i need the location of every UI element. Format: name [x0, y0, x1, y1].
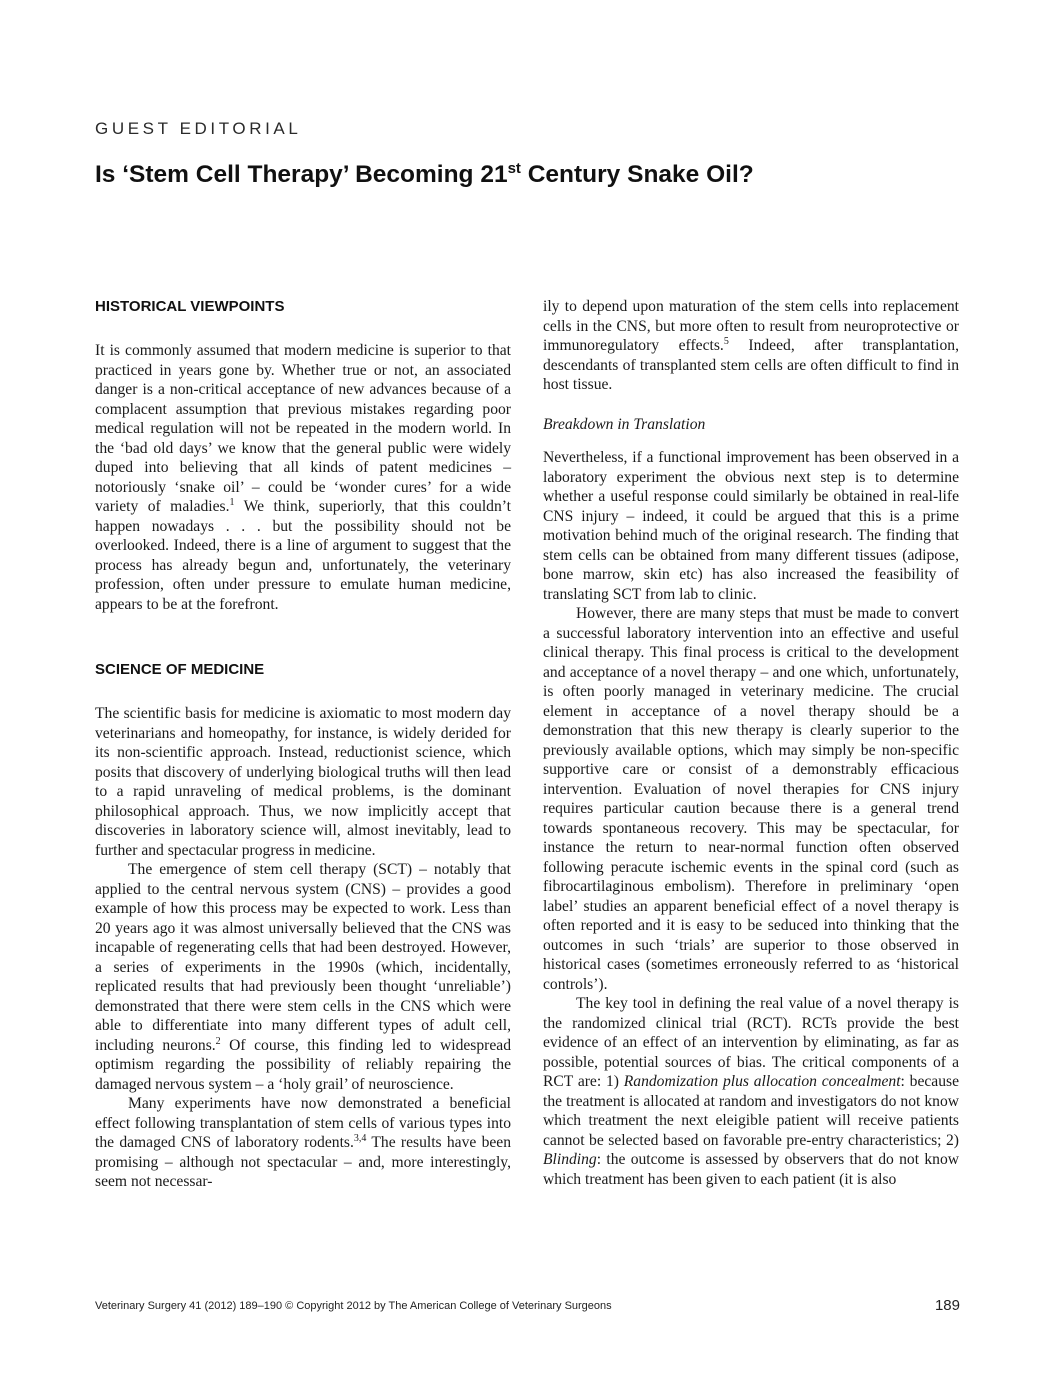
paragraph-text: The key tool in defining the real value of a novel therapy is the randomized clinical trial (RCT). RCTs provide the best evidence of an effect of an intervention by eliminating, as far as possible, potential sources of bias. The critical components of a RCT are: 1)	[543, 995, 959, 1090]
paragraph-experiments	[95, 1094, 511, 1192]
heading-science-of-medicine: SCIENCE OF MEDICINE	[95, 661, 265, 678]
footer-citation: Veterinary Surgery 41 (2012) 189–190 © Copyright 2012 by The American College of Veterinary Surgeons	[95, 1300, 612, 1312]
paragraph-rct	[543, 994, 959, 1189]
paragraph-text: The results have been promising – although not spectacular – and, more interestingly, seem not necessar-	[95, 1134, 512, 1190]
emphasis-blinding: Blinding	[543, 1151, 597, 1168]
reference-3-4: 3,4	[353, 1132, 367, 1144]
section-label: GUEST EDITORIAL	[95, 119, 302, 138]
paragraph-text: Of course, this finding led to widespread optimism regarding the possibility of reliably repairing the damaged nervous system – a ‘holy grail’ of neuroscience.	[95, 1036, 511, 1093]
heading-historical-viewpoints: HISTORICAL VIEWPOINTS	[95, 298, 285, 315]
title-text-1: Is ‘Stem Cell Therapy’ Becoming 21	[95, 161, 508, 189]
subheading-breakdown: Breakdown in Translation	[543, 415, 706, 433]
paragraph-continuation	[543, 297, 959, 395]
paragraph-text: Indeed, after transplantation, descendants of transplanted stem cells are often difficult to find in host tissue.	[543, 337, 959, 393]
paragraph-however: However, there are many steps that must be made to convert a successful laboratory intervention into an effective and useful clinical therapy. This final process is critical to the development and acceptance of a novel therapy – and one which, unfortunately, is often poorly managed in veterinary medicine. The crucial element in acceptance of a novel therapy should be a demonstration that this new therapy is clearly superior to the previously available options, which may simply be non-specific supportive care or consist of a demonstrably efficacious intervention. Evaluation of novel therapies for CNS injury requires particular caution because there is a general trend towards spontaneous recovery. This may be spectacular, for instance the return to near-normal function often observed following peracute ischemic events in the spinal cord (such as fibrocartilaginous embolism). Therefore in preliminary ‘open label’ studies an apparent beneficial effect of a novel therapy is often reported and it is easy to be seduced into thinking that the outcomes in such ‘trials’ are superior to those observed in historical cases (sometimes erroneously referred to as ‘historical controls’).	[543, 605, 959, 993]
paragraph-text: The emergence of stem cell therapy (SCT) – notably that applied to the central nervous system (CNS) – provides a good example of how this process may be expected to work. Less than 20 years ago it was almost universally believed that the CNS was incapable of regenerating cells that had been destroyed. However, a series of experiments in the 1990s (which, incidentally, replicated results that had previously been thought ‘unreliable’) demonstrated that there were stem cells in the CNS which were able to differentiate into many different types of adult cell, including neurons.	[95, 861, 511, 1054]
page-number: 189	[934, 1297, 960, 1314]
reference-5: 5	[723, 335, 729, 347]
paragraph-text: : the outcome is assessed by observers that do not know which treatment has been given to each patient (it is also	[543, 1151, 959, 1188]
paragraph-nevertheless: Nevertheless, if a functional improvement has been observed in a laboratory experiment the obvious next step is to determine whether a useful response could similarly be obtained in real-life CNS injury – indeed, it could be argued that this is a prime motivation behind much of the original research. The finding that stem cells can be obtained from many different tissues (adipose, bone marrow, skin etc) has also increased the feasibility of translating SCT from lab to clinic.	[543, 449, 959, 603]
paragraph-historical	[95, 341, 511, 614]
paragraph-science: The scientific basis for medicine is axiomatic to most modern day veterinarians and homeopathy, for instance, is widely derided for its non-scientific approach. Instead, reductionist science, which posits that discovery of underlying biological truths will then lead to a rapid unraveling of medical problems, is the dominant philosophical approach. Thus, we now implicitly accept that discoveries in laboratory science will, almost inevitably, lead to further and spectacular progress in medicine.	[95, 705, 511, 859]
reference-1: 1	[229, 496, 235, 508]
paragraph-text: ily to depend upon maturation of the stem cells into replacement cells in the CNS, but more often to result from neuroprotective or immunoregulatory effects.	[543, 298, 959, 354]
paragraph-text: Many experiments have now demonstrated a beneficial effect following transplantation of stem cells of various types into the damaged CNS of laboratory rodents.	[95, 1095, 511, 1151]
paragraph-text: : because the treatment is allocated at random and investigators do not know which treatment the next eleigible patient will receive patients cannot be selected based on favorable pre-entry characteristics; 2)	[543, 1073, 960, 1149]
left-column	[95, 297, 511, 1192]
paragraph-text: We think, superiorly, that this couldn’t happen nowadays . . . but the possibility should not be overlooked. Indeed, there is a line of argument to suggest that the process has already begun and, unfortunately, the veterinary profession, often under pressure to emulate human medicine, appears to be at the forefront.	[95, 498, 511, 613]
paragraph-sct	[95, 860, 511, 1094]
reference-2: 2	[215, 1035, 221, 1047]
title-text-2: Century Snake Oil?	[520, 161, 754, 189]
title-superscript: st	[507, 160, 521, 177]
paragraph-text: It is commonly assumed that modern medicine is superior to that practiced in years gone by. Whether true or not, an associated danger is a non-critical acceptance of new advances because of a complacent assumption that previous mistakes regarding poor medical regulation will not be repeated in the modern world. In the ‘bad old days’ we know that the general public were widely duped into believing that all kinds of patent medicines – notoriously ‘snake oil’ – could be ‘wonder cures’ for a wide variety of maladies.	[95, 342, 511, 515]
right-column	[543, 297, 959, 1189]
article-title	[95, 160, 754, 189]
emphasis-randomization: Randomization plus allocation concealment	[623, 1073, 901, 1090]
